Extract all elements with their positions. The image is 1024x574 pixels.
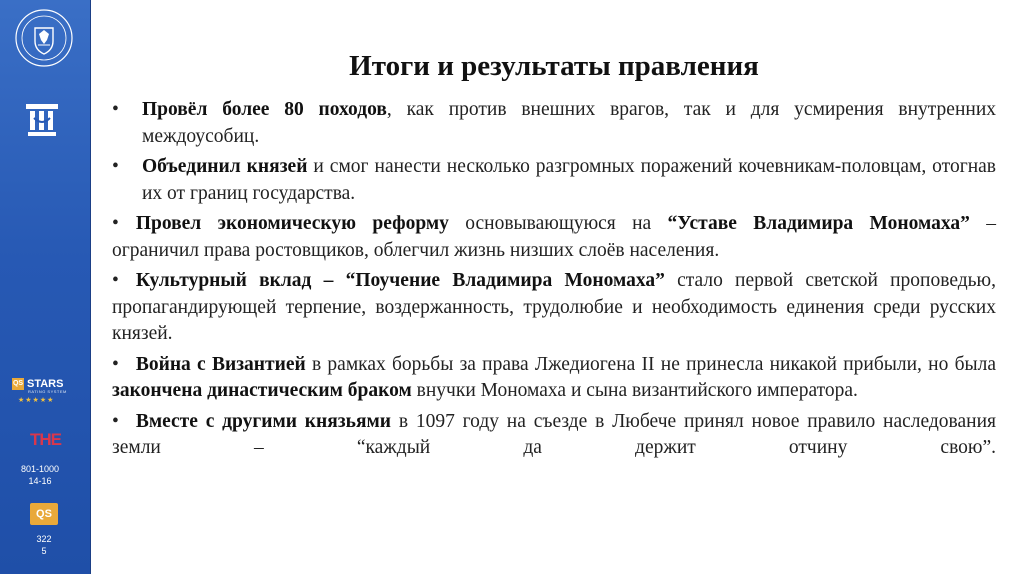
item-text: в рамках борьбы за права Лжедиогена II не принесла никакой прибыли, но была <box>305 353 996 375</box>
item-bold: Война с Византией <box>135 353 306 375</box>
qs-logo: QS <box>30 503 58 525</box>
university-crest-icon <box>14 8 74 68</box>
bullet: • <box>112 213 119 234</box>
the-rank-line1: 801-1000 <box>20 464 60 474</box>
item-bold: закончена династическим браком <box>112 380 412 401</box>
qs-stars-mark: QS <box>12 378 24 390</box>
stars-rating: ★★★★★ <box>18 397 55 404</box>
item-bold: Провел экономическую реформу <box>135 213 449 234</box>
the-logo: THE <box>30 430 61 449</box>
item-text: – ограничил права ростовщиков, облегчил жизнь низших слоёв населения. <box>112 213 996 261</box>
the-rank-line2: 14-16 <box>28 476 52 486</box>
item-bold: Культурный вклад – “Поучение Владимира Мономаха” <box>135 270 665 291</box>
bullet: • <box>112 353 119 375</box>
item-text: стало первой светской проповедью, пропагандирующей терпение, воздержанность, трудолюбие и необходимость единения среди русских князей. <box>112 270 996 344</box>
item-bold: Вместе с другими князьями <box>135 410 392 432</box>
bullet: • <box>112 270 119 291</box>
item-text: в 1097 году на съезде в Любече принял новое правило наследования земли – “каждый да держит отчину свою”. <box>112 410 996 458</box>
list-item <box>112 352 996 405</box>
slide-content <box>112 97 996 466</box>
list-item <box>112 97 996 150</box>
bullet: • <box>112 99 119 120</box>
item-bold: “Уставе Владимира Мономаха” <box>667 213 970 234</box>
item-text: и смог нанести несколько разгромных поражений кочевникам-половцам, отогнав их от границ государства. <box>142 156 996 204</box>
qs-stars-badge <box>12 378 78 410</box>
qs-rank-line1: 322 <box>36 534 52 544</box>
list-item <box>112 268 996 348</box>
the-rank <box>10 463 70 487</box>
item-bold: Провёл более 80 походов <box>142 99 387 120</box>
bullet: • <box>112 156 119 177</box>
item-text: основывающуюся на <box>448 213 668 234</box>
stars-title: STARS <box>27 378 64 390</box>
column-emblem-icon <box>22 100 62 140</box>
item-bold: Объединил князей <box>142 156 308 177</box>
list-item <box>112 154 996 207</box>
stars-subtitle: RATING SYSTEM <box>28 389 67 394</box>
list-item <box>112 211 996 264</box>
item-text: , как против внешних врагов, так и для усмирения внутренних междоусобиц. <box>142 99 997 147</box>
slide-title: Итоги и результаты правления <box>349 50 759 82</box>
bullet: • <box>112 410 119 432</box>
list-item <box>112 409 996 462</box>
qs-rank-line2: 5 <box>41 546 47 556</box>
qs-rank <box>14 533 74 557</box>
sidebar <box>0 0 91 574</box>
item-text: внучки Мономаха и сына византийского императора. <box>411 380 858 401</box>
